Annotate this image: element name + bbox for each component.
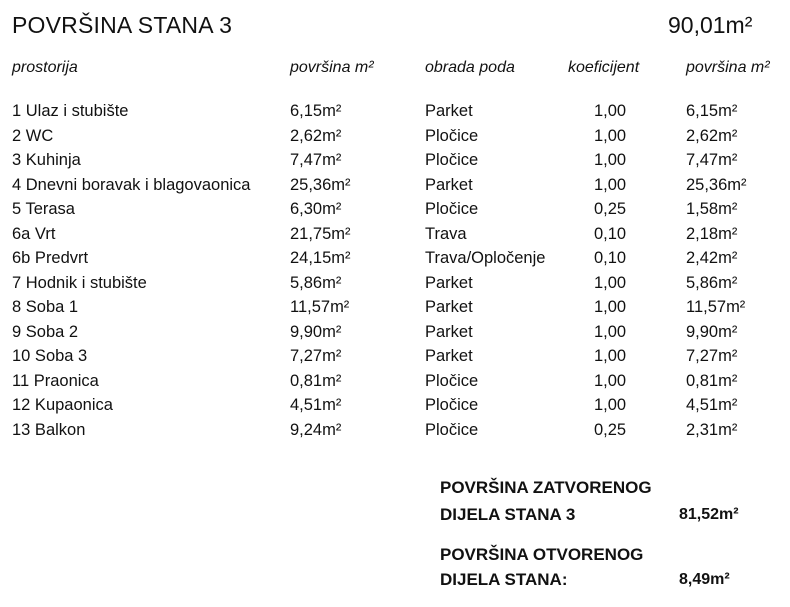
floor-finish: Parket bbox=[425, 176, 473, 194]
room-name: 6b Predvrt bbox=[12, 249, 89, 267]
room-area: 0,81m² bbox=[290, 372, 342, 390]
floor-finish: Pločice bbox=[425, 421, 479, 439]
open-area-value: 8,49m² bbox=[679, 571, 730, 588]
col-header-coef: koeficijent bbox=[568, 59, 640, 76]
coefficient: 1,00 bbox=[594, 127, 627, 145]
table-row bbox=[0, 127, 790, 151]
table-row bbox=[0, 323, 790, 347]
floor-finish: Trava/Opločenje bbox=[425, 249, 546, 267]
room-name: 7 Hodnik i stubište bbox=[12, 274, 147, 292]
room-name: 10 Soba 3 bbox=[12, 347, 88, 365]
effective-area: 2,42m² bbox=[686, 249, 738, 267]
effective-area: 6,15m² bbox=[686, 102, 738, 120]
room-name: 4 Dnevni boravak i blagovaonica bbox=[12, 176, 251, 194]
room-area: 9,90m² bbox=[290, 323, 342, 341]
effective-area: 2,18m² bbox=[686, 225, 738, 243]
coefficient: 1,00 bbox=[594, 372, 627, 390]
room-name: 13 Balkon bbox=[12, 421, 86, 439]
table-row bbox=[0, 225, 790, 249]
coefficient: 1,00 bbox=[594, 347, 627, 365]
col-header-area: površina m² bbox=[290, 59, 374, 76]
room-name: 1 Ulaz i stubište bbox=[12, 102, 129, 120]
room-area: 25,36m² bbox=[290, 176, 351, 194]
floor-finish: Parket bbox=[425, 347, 473, 365]
floor-finish: Parket bbox=[425, 274, 473, 292]
floor-finish: Parket bbox=[425, 298, 473, 316]
table-row bbox=[0, 347, 790, 371]
effective-area: 7,47m² bbox=[686, 151, 738, 169]
closed-area-value: 81,52m² bbox=[679, 506, 739, 523]
room-area: 11,57m² bbox=[290, 298, 350, 316]
room-name: 6a Vrt bbox=[12, 225, 56, 243]
room-name: 9 Soba 2 bbox=[12, 323, 79, 341]
table-row bbox=[0, 372, 790, 396]
coefficient: 1,00 bbox=[594, 396, 627, 414]
coefficient: 0,10 bbox=[594, 225, 627, 243]
open-area-label-line2: DIJELA STANA: bbox=[440, 570, 568, 589]
floor-finish: Pločice bbox=[425, 200, 479, 218]
table-row bbox=[0, 274, 790, 298]
effective-area: 7,27m² bbox=[686, 347, 738, 365]
floor-finish: Parket bbox=[425, 323, 473, 341]
table-row bbox=[0, 200, 790, 224]
effective-area: 9,90m² bbox=[686, 323, 738, 341]
effective-area: 25,36m² bbox=[686, 176, 747, 194]
closed-area-label-line2: DIJELA STANA 3 bbox=[440, 505, 576, 524]
room-area: 6,30m² bbox=[290, 200, 342, 218]
floor-finish: Pločice bbox=[425, 396, 479, 414]
room-name: 2 WC bbox=[12, 127, 54, 145]
coefficient: 1,00 bbox=[594, 274, 627, 292]
coefficient: 1,00 bbox=[594, 176, 627, 194]
room-area: 9,24m² bbox=[290, 421, 342, 439]
effective-area: 2,31m² bbox=[686, 421, 738, 439]
room-area: 4,51m² bbox=[290, 396, 342, 414]
room-name: 5 Terasa bbox=[12, 200, 75, 218]
room-area: 7,27m² bbox=[290, 347, 342, 365]
table-row bbox=[0, 151, 790, 175]
room-area: 5,86m² bbox=[290, 274, 342, 292]
col-header-effective: površina m² bbox=[686, 59, 770, 76]
coefficient: 0,25 bbox=[594, 200, 627, 218]
effective-area: 4,51m² bbox=[686, 396, 738, 414]
room-area: 6,15m² bbox=[290, 102, 342, 120]
closed-area-label-line1: POVRŠINA ZATVORENOG bbox=[440, 478, 652, 497]
table-row bbox=[0, 249, 790, 273]
effective-area: 1,58m² bbox=[686, 200, 738, 218]
table-row bbox=[0, 298, 790, 322]
room-area: 7,47m² bbox=[290, 151, 342, 169]
room-area: 2,62m² bbox=[290, 127, 342, 145]
col-header-room: prostorija bbox=[12, 59, 78, 76]
total-area: 90,01m² bbox=[668, 12, 753, 38]
floor-finish: Pločice bbox=[425, 127, 479, 145]
coefficient: 0,25 bbox=[594, 421, 627, 439]
table-row bbox=[0, 421, 790, 445]
coefficient: 1,00 bbox=[594, 102, 627, 120]
floor-finish: Pločice bbox=[425, 151, 479, 169]
effective-area: 11,57m² bbox=[686, 298, 746, 316]
room-name: 11 Praonica bbox=[12, 372, 99, 390]
table-row bbox=[0, 176, 790, 200]
effective-area: 2,62m² bbox=[686, 127, 738, 145]
coefficient: 1,00 bbox=[594, 323, 627, 341]
room-area: 24,15m² bbox=[290, 249, 351, 267]
page-title: POVRŠINA STANA 3 bbox=[12, 12, 233, 38]
floor-finish: Trava bbox=[425, 225, 467, 243]
table-row bbox=[0, 396, 790, 420]
effective-area: 5,86m² bbox=[686, 274, 738, 292]
table-row bbox=[0, 102, 790, 126]
room-area: 21,75m² bbox=[290, 225, 351, 243]
effective-area: 0,81m² bbox=[686, 372, 738, 390]
room-name: 12 Kupaonica bbox=[12, 396, 113, 414]
floor-finish: Parket bbox=[425, 102, 473, 120]
coefficient: 1,00 bbox=[594, 151, 627, 169]
col-header-floor: obrada poda bbox=[425, 59, 515, 76]
open-area-label-line1: POVRŠINA OTVORENOG bbox=[440, 545, 644, 564]
floor-finish: Pločice bbox=[425, 372, 479, 390]
room-name: 3 Kuhinja bbox=[12, 151, 81, 169]
coefficient: 0,10 bbox=[594, 249, 627, 267]
coefficient: 1,00 bbox=[594, 298, 627, 316]
room-name: 8 Soba 1 bbox=[12, 298, 79, 316]
